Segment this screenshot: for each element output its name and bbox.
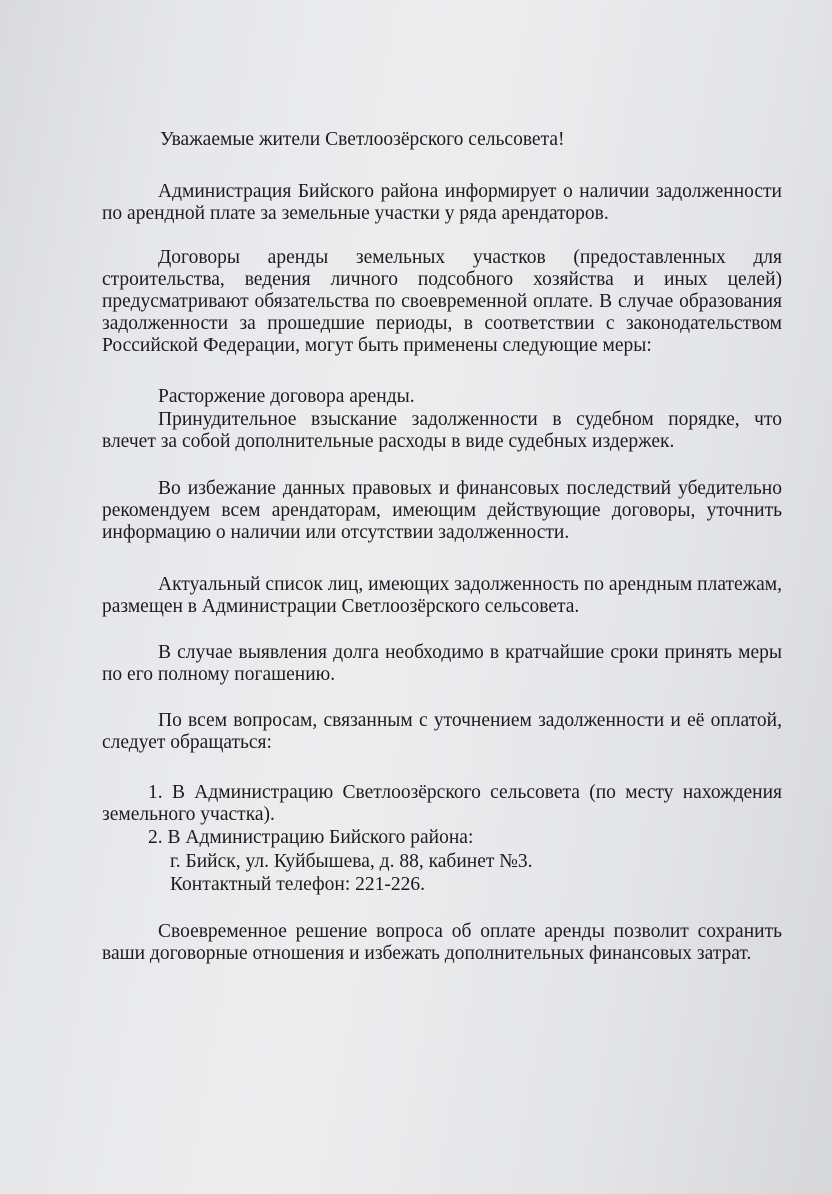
contracts-paragraph: Договоры аренды земельных участков (предоставленных для строительства, ведения личного подсобного хозяйства и иных целей) предусматривают обязательства по своевременной оплате. В случае образования задолженности за прошедшие периоды, в соответствии с законодательством Российской Федерации, могут быть применены следующие меры: xyxy=(102,247,782,356)
contact-item-village-admin: 1. В Администрацию Светлоозёрского сельсовета (по месту нахождения земельного участка). xyxy=(102,782,782,825)
contact-intro-paragraph: По всем вопросам, связанным с уточнением задолженности и её оплатой, следует обращаться: xyxy=(102,710,782,753)
contact-phone: Контактный телефон: 221-226. xyxy=(170,874,426,895)
greeting-heading: Уважаемые жители Светлоозёрского сельсовета! xyxy=(160,129,565,150)
district-admin-address: г. Бийск, ул. Куйбышева, д. 88, кабинет №3. xyxy=(170,851,533,872)
measure-court-recovery: Принудительное взыскание задолженности в судебном порядке, что влечет за собой дополнительные расходы в виде судебных издержек. xyxy=(102,409,782,452)
closing-paragraph: Своевременное решение вопроса об оплате аренды позволит сохранить ваши договорные отношения и избежать дополнительных финансовых затрат. xyxy=(102,921,782,964)
debt-repayment-paragraph: В случае выявления долга необходимо в кратчайшие сроки принять меры по его полному погашению. xyxy=(102,642,782,685)
recommendation-paragraph: Во избежание данных правовых и финансовых последствий убедительно рекомендуем всем арендаторам, имеющим действующие договоры, уточнить информацию о наличии или отсутствии задолженности. xyxy=(102,478,782,543)
intro-paragraph: Администрация Бийского района информирует о наличии задолженности по арендной плате за земельные участки у ряда арендаторов. xyxy=(102,181,782,224)
contact-item-district-admin: 2. В Администрацию Бийского района: xyxy=(148,827,474,848)
debtor-list-paragraph: Актуальный список лиц, имеющих задолженность по арендным платежам, размещен в Администрации Светлоозёрского сельсовета. xyxy=(102,574,782,617)
measure-termination: Расторжение договора аренды. xyxy=(158,386,415,407)
